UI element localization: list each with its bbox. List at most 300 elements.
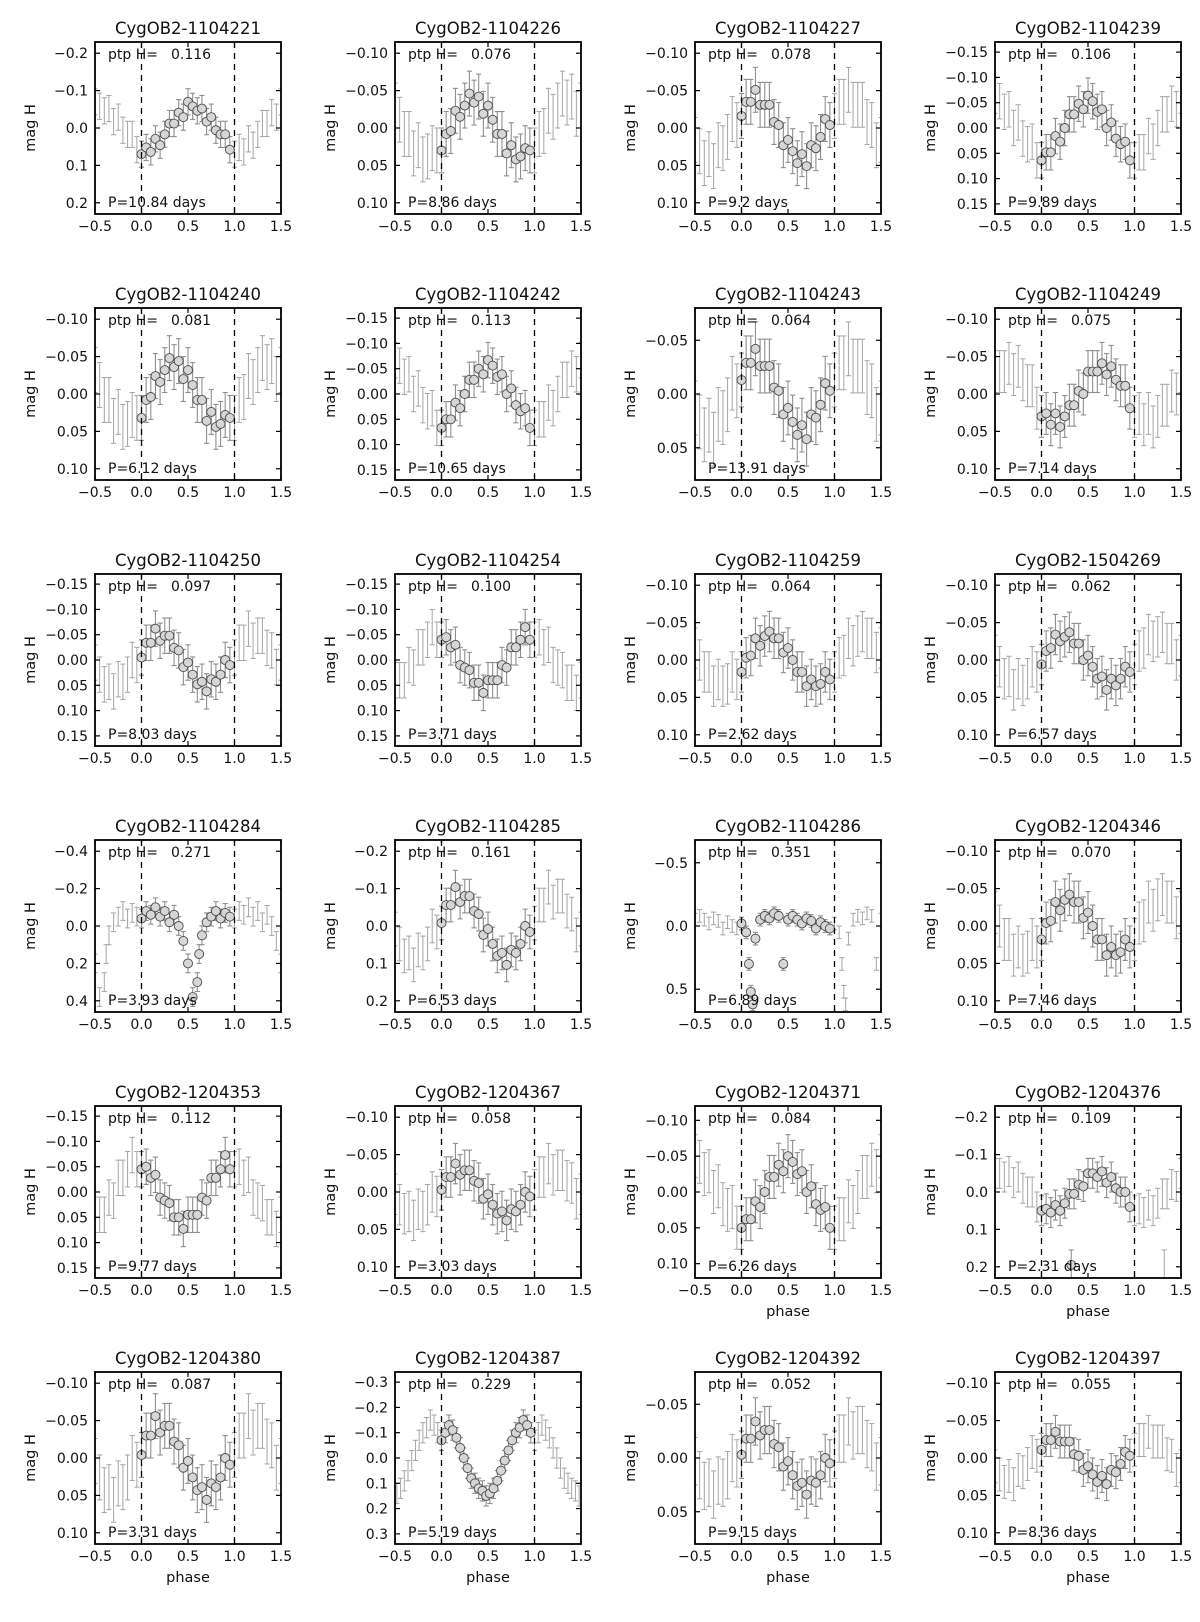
light-curve-panel (300, 266, 600, 554)
period-label: P=10.84 days (108, 195, 206, 211)
x-tick-label: 1.5 (269, 1017, 293, 1033)
light-curve-panel (600, 1064, 900, 1352)
y-tick-label: −0.05 (45, 627, 88, 644)
ptp-value: 0.062 (1071, 579, 1112, 595)
x-tick-label: 0.5 (176, 1283, 200, 1299)
light-curve-plot (900, 1064, 1200, 1352)
panel-title: CygOB2-1204397 (1014, 1349, 1162, 1368)
y-tick-label: −0.15 (45, 1109, 88, 1126)
y-axis-label: mag H (23, 1168, 39, 1216)
y-tick-label: −0.1 (354, 1425, 388, 1442)
y-tick-label: 0.2 (65, 956, 88, 973)
light-curve-plot (0, 1330, 300, 1618)
light-curve-panel (300, 1064, 600, 1352)
x-tick-label: −0.5 (78, 1283, 112, 1299)
x-tick-label: 1.5 (269, 1549, 293, 1565)
y-tick-label: 0.00 (956, 121, 988, 137)
y-tick-label: 0.05 (956, 424, 988, 441)
light-curve-plot (300, 266, 600, 554)
x-tick-label: 1.5 (569, 219, 593, 235)
light-curve-plot (0, 0, 300, 288)
y-tick-label: −0.10 (45, 1376, 88, 1393)
y-tick-label: −0.05 (45, 349, 88, 366)
panel-title: CygOB2-1104227 (714, 19, 862, 38)
panel-title: CygOB2-1204371 (714, 1083, 862, 1102)
light-curve-panel (900, 1064, 1200, 1352)
y-tick-label: −0.10 (945, 70, 988, 87)
light-curve-panel (0, 798, 300, 1086)
x-tick-label: 1.5 (569, 751, 593, 767)
y-axis-label: mag H (323, 1434, 339, 1482)
x-tick-label: 0.5 (1076, 219, 1100, 235)
ptp-label: ptp H= (108, 313, 158, 329)
light-curve-plot (900, 0, 1200, 288)
light-curve-plot (600, 1064, 900, 1352)
y-tick-label: 0.05 (656, 1504, 688, 1521)
x-tick-label: 0.5 (476, 485, 500, 501)
x-tick-label: 0.0 (430, 219, 453, 235)
y-tick-label: 0.10 (956, 1525, 988, 1542)
x-tick-label: 1.0 (523, 1283, 546, 1299)
period-label: P=7.14 days (1008, 461, 1097, 477)
y-tick-label: 0.00 (956, 1451, 988, 1467)
period-label: P=9.77 days (108, 1259, 197, 1275)
x-tick-label: 1.5 (569, 1283, 593, 1299)
panel-title: CygOB2-1104249 (1014, 285, 1162, 304)
x-tick-label: 1.5 (1169, 1017, 1193, 1033)
ptp-label: ptp H= (1008, 845, 1058, 861)
ptp-value: 0.075 (1071, 313, 1112, 329)
y-tick-label: −0.10 (945, 312, 988, 329)
y-tick-label: −0.2 (54, 881, 88, 898)
period-label: P=10.65 days (408, 461, 506, 477)
y-axis-label: mag H (923, 636, 939, 684)
y-tick-label: −0.10 (645, 578, 688, 595)
y-tick-label: 0.3 (365, 1526, 388, 1543)
x-tick-label: −0.5 (378, 485, 412, 501)
panel-title: CygOB2-1104259 (714, 551, 862, 570)
ptp-value: 0.112 (171, 1111, 212, 1127)
y-tick-label: −0.10 (945, 1376, 988, 1393)
ptp-label: ptp H= (1008, 1377, 1058, 1393)
x-tick-label: 0.0 (730, 219, 753, 235)
x-tick-label: −0.5 (978, 1283, 1012, 1299)
light-curve-panel (900, 0, 1200, 288)
y-tick-label: −0.1 (354, 881, 388, 898)
y-axis-label: mag H (623, 902, 639, 950)
y-tick-label: −0.05 (945, 349, 988, 366)
y-tick-label: 0.00 (356, 121, 388, 137)
y-tick-label: 0.2 (65, 195, 88, 212)
ptp-label: ptp H= (1008, 1111, 1058, 1127)
ptp-label: ptp H= (708, 47, 758, 63)
y-axis-label: mag H (323, 636, 339, 684)
x-tick-label: 1.5 (269, 1283, 293, 1299)
y-tick-label: −0.05 (945, 95, 988, 112)
period-label: P=7.46 days (1008, 993, 1097, 1009)
y-tick-label: −0.10 (45, 312, 88, 329)
x-tick-label: 1.0 (223, 1283, 246, 1299)
x-tick-label: 0.0 (130, 1017, 153, 1033)
ptp-value: 0.070 (1071, 845, 1112, 861)
y-axis-label: mag H (923, 1168, 939, 1216)
x-tick-label: 1.0 (1123, 219, 1146, 235)
x-tick-label: 0.5 (176, 1017, 200, 1033)
ptp-value: 0.100 (471, 579, 512, 595)
x-tick-label: 1.5 (1169, 485, 1193, 501)
y-tick-label: −0.3 (354, 1375, 388, 1392)
y-tick-label: −0.05 (345, 361, 388, 378)
y-axis-label: mag H (323, 104, 339, 152)
y-tick-label: 0.2 (965, 1259, 988, 1276)
y-tick-label: −0.2 (354, 844, 388, 861)
x-tick-label: 0.5 (176, 219, 200, 235)
x-tick-label: 0.5 (776, 1017, 800, 1033)
y-tick-label: −0.10 (345, 336, 388, 353)
y-tick-label: −0.15 (45, 577, 88, 594)
y-tick-label: 0.15 (956, 196, 988, 213)
x-axis-label: phase (466, 1570, 510, 1586)
y-tick-label: −0.10 (45, 1134, 88, 1151)
x-tick-label: −0.5 (378, 1283, 412, 1299)
panel-title: CygOB2-1104242 (414, 285, 562, 304)
x-tick-label: −0.5 (978, 219, 1012, 235)
light-curve-panel (900, 1330, 1200, 1618)
ptp-value: 0.076 (471, 47, 512, 63)
y-tick-label: 0.05 (956, 690, 988, 707)
x-tick-label: 1.0 (223, 1017, 246, 1033)
y-tick-label: 0.15 (356, 728, 388, 745)
x-tick-label: 0.5 (776, 1549, 800, 1565)
x-tick-label: −0.5 (78, 1017, 112, 1033)
y-tick-label: 0.0 (65, 121, 88, 137)
y-tick-label: −0.05 (945, 615, 988, 632)
light-curve-panel (300, 798, 600, 1086)
y-tick-label: 0.15 (356, 462, 388, 479)
y-tick-label: 0.05 (956, 956, 988, 973)
x-tick-label: −0.5 (678, 219, 712, 235)
light-curve-panel (0, 1064, 300, 1352)
x-tick-label: 0.0 (130, 219, 153, 235)
x-tick-label: 1.0 (523, 485, 546, 501)
x-tick-label: 1.5 (569, 1549, 593, 1565)
x-tick-label: 1.5 (869, 751, 893, 767)
x-tick-label: 1.0 (223, 1549, 246, 1565)
x-tick-label: −0.5 (78, 485, 112, 501)
ptp-value: 0.078 (771, 47, 812, 63)
x-tick-label: −0.5 (678, 1283, 712, 1299)
ptp-value: 0.058 (471, 1111, 512, 1127)
period-label: P=2.62 days (708, 727, 797, 743)
panel-title: CygOB2-1104239 (1014, 19, 1162, 38)
ptp-label: ptp H= (108, 845, 158, 861)
y-tick-label: −0.15 (345, 577, 388, 594)
light-curve-plot (600, 798, 900, 1086)
y-tick-label: 0.10 (656, 727, 688, 744)
light-curve-plot (300, 0, 600, 288)
y-tick-label: 0.05 (656, 690, 688, 707)
panel-title: CygOB2-1104240 (114, 285, 262, 304)
y-tick-label: 0.00 (56, 387, 88, 403)
x-tick-label: −0.5 (678, 485, 712, 501)
period-label: P=9.89 days (1008, 195, 1097, 211)
x-tick-label: −0.5 (378, 751, 412, 767)
ptp-value: 0.081 (171, 313, 212, 329)
y-tick-label: 0.15 (56, 1260, 88, 1277)
x-tick-label: 1.5 (1169, 1549, 1193, 1565)
ptp-value: 0.084 (771, 1111, 812, 1127)
light-curve-plot (900, 532, 1200, 820)
x-tick-label: 1.0 (823, 751, 846, 767)
x-axis-label: phase (1066, 1570, 1110, 1586)
x-tick-label: 0.0 (130, 1283, 153, 1299)
y-tick-label: 0.05 (56, 678, 88, 695)
y-tick-label: −0.10 (345, 602, 388, 619)
y-tick-label: −0.5 (654, 855, 688, 872)
light-curve-plot (0, 798, 300, 1086)
y-tick-label: 0.00 (656, 653, 688, 669)
ptp-value: 0.106 (1071, 47, 1112, 63)
x-tick-label: −0.5 (678, 1017, 712, 1033)
light-curve-plot (900, 266, 1200, 554)
x-tick-label: 1.5 (569, 485, 593, 501)
y-axis-label: mag H (23, 370, 39, 418)
x-tick-label: −0.5 (78, 219, 112, 235)
x-tick-label: 0.5 (176, 751, 200, 767)
light-curve-plot (0, 532, 300, 820)
x-tick-label: 0.5 (776, 1283, 800, 1299)
x-tick-label: 0.5 (476, 219, 500, 235)
ptp-label: ptp H= (1008, 313, 1058, 329)
y-tick-label: 0.00 (656, 121, 688, 137)
period-label: P=6.57 days (1008, 727, 1097, 743)
y-tick-label: 0.4 (65, 993, 88, 1010)
x-tick-label: 1.5 (1169, 1283, 1193, 1299)
ptp-value: 0.161 (471, 845, 512, 861)
light-curve-panel (300, 0, 600, 288)
x-tick-label: 1.5 (1169, 219, 1193, 235)
y-tick-label: −0.4 (54, 844, 88, 861)
x-tick-label: 0.0 (730, 1283, 753, 1299)
light-curve-panel (0, 532, 300, 820)
ptp-label: ptp H= (408, 845, 458, 861)
x-tick-label: 0.5 (476, 1283, 500, 1299)
x-tick-label: −0.5 (978, 485, 1012, 501)
y-tick-label: 0.1 (365, 1476, 388, 1493)
y-tick-label: 0.00 (956, 387, 988, 403)
y-tick-label: 0.10 (656, 195, 688, 212)
y-axis-label: mag H (623, 1434, 639, 1482)
x-tick-label: 0.5 (776, 219, 800, 235)
y-tick-label: −0.1 (954, 1147, 988, 1164)
y-tick-label: 0.05 (56, 424, 88, 441)
y-tick-label: 0.00 (656, 1185, 688, 1201)
x-tick-label: −0.5 (378, 1017, 412, 1033)
x-tick-label: 0.0 (430, 485, 453, 501)
ptp-value: 0.064 (771, 579, 812, 595)
x-tick-label: 1.5 (869, 1283, 893, 1299)
x-tick-label: 0.5 (1076, 1283, 1100, 1299)
ptp-value: 0.052 (771, 1377, 812, 1393)
y-axis-label: mag H (23, 636, 39, 684)
y-tick-label: 0.00 (656, 1451, 688, 1467)
period-label: P=9.15 days (708, 1525, 797, 1541)
y-tick-label: 0.00 (356, 1185, 388, 1201)
y-tick-label: −0.05 (345, 1147, 388, 1164)
ptp-value: 0.087 (171, 1377, 212, 1393)
y-tick-label: 0.05 (956, 146, 988, 163)
y-tick-label: 0.10 (956, 727, 988, 744)
x-tick-label: 0.5 (476, 751, 500, 767)
x-tick-label: 0.5 (776, 485, 800, 501)
x-tick-label: 1.0 (1123, 1283, 1146, 1299)
y-tick-label: 0.1 (65, 158, 88, 175)
panel-title: CygOB2-1204367 (414, 1083, 562, 1102)
x-tick-label: 1.0 (1123, 1549, 1146, 1565)
ptp-label: ptp H= (408, 579, 458, 595)
period-label: P=6.53 days (408, 993, 497, 1009)
y-tick-label: 0.0 (665, 919, 688, 935)
x-tick-label: 1.0 (223, 219, 246, 235)
x-tick-label: 0.5 (776, 751, 800, 767)
light-curve-plot (600, 0, 900, 288)
x-tick-label: 1.5 (269, 751, 293, 767)
light-curve-plot (600, 532, 900, 820)
y-tick-label: 0.5 (665, 982, 688, 999)
light-curve-plot (0, 266, 300, 554)
y-axis-label: mag H (923, 370, 939, 418)
ptp-label: ptp H= (108, 47, 158, 63)
x-tick-label: 0.0 (430, 1283, 453, 1299)
y-tick-label: 0.00 (356, 653, 388, 669)
ptp-label: ptp H= (408, 313, 458, 329)
y-tick-label: −0.15 (345, 311, 388, 328)
y-tick-label: −0.10 (645, 1113, 688, 1130)
y-tick-label: −0.05 (645, 1397, 688, 1414)
period-label: P=3.93 days (108, 993, 197, 1009)
y-tick-label: −0.2 (54, 46, 88, 63)
period-label: P=2.31 days (1008, 1259, 1097, 1275)
light-curve-plot (900, 1330, 1200, 1618)
x-tick-label: 1.0 (523, 1549, 546, 1565)
y-axis-label: mag H (923, 1434, 939, 1482)
x-tick-label: 1.0 (523, 1017, 546, 1033)
x-tick-label: 0.0 (1030, 219, 1053, 235)
x-tick-label: −0.5 (378, 219, 412, 235)
panel-title: CygOB2-1204376 (1014, 1083, 1162, 1102)
ptp-label: ptp H= (708, 579, 758, 595)
y-tick-label: −0.05 (45, 1413, 88, 1430)
x-tick-label: 1.0 (523, 219, 546, 235)
y-tick-label: 0.2 (365, 1501, 388, 1518)
x-tick-label: −0.5 (78, 751, 112, 767)
y-tick-label: −0.05 (945, 1413, 988, 1430)
light-curve-plot (300, 1064, 600, 1352)
y-tick-label: 0.05 (656, 440, 688, 457)
x-tick-label: 0.5 (176, 485, 200, 501)
y-tick-label: 0.0 (65, 919, 88, 935)
x-tick-label: 0.0 (430, 751, 453, 767)
y-tick-label: 0.10 (956, 171, 988, 188)
x-tick-label: 1.0 (823, 485, 846, 501)
ptp-value: 0.064 (771, 313, 812, 329)
y-tick-label: −0.05 (645, 333, 688, 350)
y-tick-label: −0.2 (354, 1400, 388, 1417)
x-tick-label: 1.5 (269, 485, 293, 501)
x-tick-label: 0.5 (476, 1549, 500, 1565)
y-tick-label: −0.10 (45, 602, 88, 619)
ptp-value: 0.055 (1071, 1377, 1112, 1393)
light-curve-panel (600, 1330, 900, 1618)
period-label: P=3.31 days (108, 1525, 197, 1541)
x-tick-label: 1.5 (869, 1017, 893, 1033)
period-label: P=6.89 days (708, 993, 797, 1009)
light-curve-panel (900, 798, 1200, 1086)
y-tick-label: 0.1 (365, 956, 388, 973)
x-tick-label: −0.5 (378, 1549, 412, 1565)
y-tick-label: −0.10 (645, 46, 688, 63)
x-tick-label: 0.0 (730, 1549, 753, 1565)
x-tick-label: −0.5 (678, 1549, 712, 1565)
x-tick-label: 0.5 (1076, 485, 1100, 501)
ptp-value: 0.113 (471, 313, 512, 329)
light-curve-plot (300, 798, 600, 1086)
light-curve-panel (0, 0, 300, 288)
ptp-value: 0.271 (171, 845, 212, 861)
x-tick-label: 1.0 (223, 751, 246, 767)
ptp-label: ptp H= (1008, 47, 1058, 63)
y-tick-label: 0.10 (56, 703, 88, 720)
x-tick-label: 0.0 (130, 751, 153, 767)
period-label: P=6.12 days (108, 461, 197, 477)
y-tick-label: 0.10 (56, 1235, 88, 1252)
period-label: P=8.36 days (1008, 1525, 1097, 1541)
y-tick-label: −0.10 (945, 578, 988, 595)
y-tick-label: −0.05 (645, 1149, 688, 1166)
y-tick-label: −0.15 (945, 45, 988, 62)
y-tick-label: 0.05 (656, 158, 688, 175)
ptp-value: 0.116 (171, 47, 212, 63)
y-axis-label: mag H (923, 104, 939, 152)
x-axis-label: phase (1066, 1304, 1110, 1320)
light-curve-panel (900, 532, 1200, 820)
y-tick-label: 0.0 (365, 919, 388, 935)
y-tick-label: 0.10 (56, 1525, 88, 1542)
x-tick-label: 1.0 (823, 219, 846, 235)
light-curve-panel (300, 1330, 600, 1618)
x-tick-label: 1.0 (223, 485, 246, 501)
y-axis-label: mag H (23, 1434, 39, 1482)
y-axis-label: mag H (323, 370, 339, 418)
light-curve-plot (900, 798, 1200, 1086)
light-curve-panel (900, 266, 1200, 554)
x-tick-label: 1.5 (869, 485, 893, 501)
light-curve-panel (300, 532, 600, 820)
y-tick-label: 0.00 (956, 653, 988, 669)
panel-title: CygOB2-1504269 (1014, 551, 1162, 570)
ptp-label: ptp H= (708, 1111, 758, 1127)
x-tick-label: 1.0 (1123, 1017, 1146, 1033)
x-axis-label: phase (766, 1570, 810, 1586)
x-tick-label: −0.5 (78, 1549, 112, 1565)
panel-title: CygOB2-1104286 (714, 817, 862, 836)
x-tick-label: 0.5 (1076, 1017, 1100, 1033)
panel-title: CygOB2-1204380 (114, 1349, 262, 1368)
ptp-label: ptp H= (108, 1111, 158, 1127)
period-label: P=5.19 days (408, 1525, 497, 1541)
y-tick-label: 0.05 (56, 1488, 88, 1505)
y-axis-label: mag H (623, 104, 639, 152)
